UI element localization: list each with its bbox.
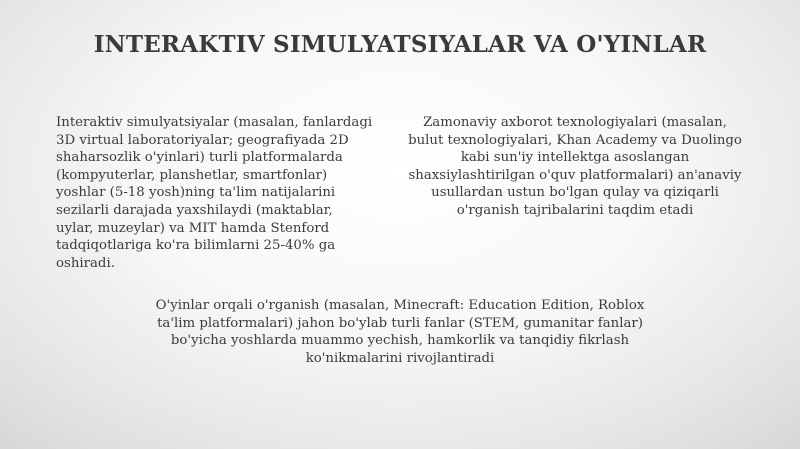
bottom-paragraph: O'yinlar orqali o'rganish (masalan, Minecraft: Education Edition, Roblox ta'lim platformalari) jahon bo'ylab turli fanlar (STEM, gumanitar fanlar) bo'yicha yoshlarda muammo yechish, hamkorlik va tanqidiy fikrlash ko'nikmalarini rivojlantiradi <box>155 298 645 366</box>
right-paragraph: Zamonaviy axborot texnologiyalari (masalan, bulut texnologiyalari, Khan Academy va Duolingo kabi sun'iy intellektga asoslangan shaxsiylashtirilgan o'quv platformalari) an'anaviy usullardan ustun bo'lgan qulay va qiziqarli o'rganish tajribalarini taqdim etadi <box>408 115 742 218</box>
slide-title: INTERAKTIV SIMULYATSIYALAR VA O'YINLAR <box>93 31 707 58</box>
left-paragraph: Interaktiv simulyatsiyalar (masalan, fanlardagi 3D virtual laboratoriyalar; geografiyada 2D shaharsozlik o'yinlari) turli platformalarda (kompyuterlar, planshetlar, smartfonlar) yoshlar (5-18 yosh)ning ta'lim natijalarini sezilarli darajada yaxshilaydi (maktablar, uylar, muzeylar) va MIT hamda Stenford tadqiqotlariga ko'ra bilimlarni 25-40% ga oshiradi. <box>56 115 373 271</box>
